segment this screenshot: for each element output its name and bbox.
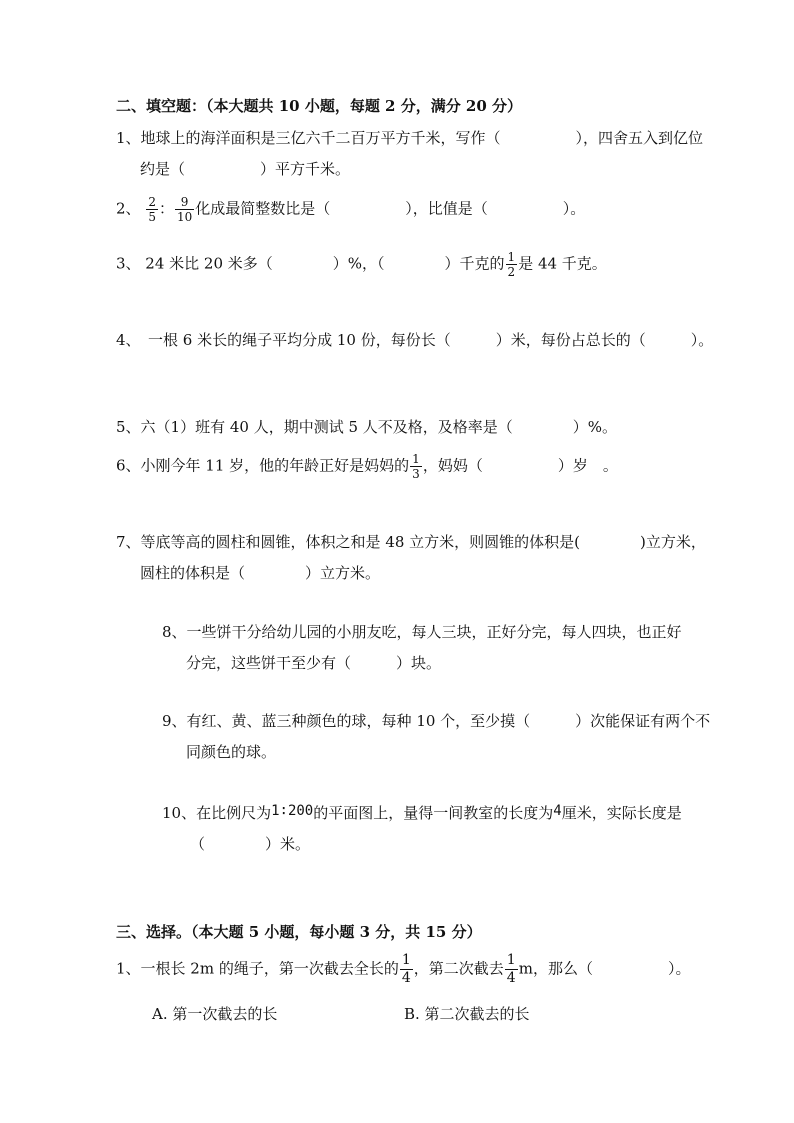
question-1-line-2: 约是（ ）平方千米。 [140, 160, 351, 178]
question-10-text-a: 10、在比例尺为 [162, 804, 272, 822]
question-5: 5、六（1）班有 40 人，期中测试 5 人不及格，及格率是（ ）%。 [116, 418, 618, 436]
question-6-text-a: 6、小刚今年 11 岁，他的年龄正好是妈妈的 [116, 456, 410, 475]
fraction-denominator: 2 [507, 265, 516, 279]
question-2-fraction-2 [175, 195, 194, 224]
question-10-text-c: 厘米，实际长度是 [561, 804, 682, 822]
fraction-numerator: 1 [506, 952, 516, 968]
question-7-line-2: 圆柱的体积是（ ）立方米。 [140, 564, 381, 582]
choice-question-1-fraction-2 [505, 952, 518, 987]
fraction-denominator: 4 [401, 970, 411, 986]
fraction-numerator: 1 [401, 952, 411, 968]
choice-question-1-text-a: 1、一根长 2m 的绳子，第一次截去全长的 [116, 959, 399, 978]
question-10-number: 4 [553, 803, 562, 819]
question-3-fraction [506, 250, 518, 279]
choice-question-1-fraction-1 [400, 952, 413, 987]
question-1-line-1: 1、地球上的海洋面积是三亿六千二百万平方千米，写作（ ），四舍五入到亿位 [116, 129, 704, 147]
question-9-line-2: 同颜色的球。 [186, 743, 277, 761]
fraction-numerator: 1 [412, 452, 420, 466]
choice-question-1 [116, 952, 690, 1002]
question-2 [116, 195, 585, 245]
question-10-text-b: 的平面图上，量得一间教室的长度为 [313, 804, 554, 822]
question-8-line-2: 分完，这些饼干至少有（ ）块。 [186, 654, 442, 672]
section3-heading: 三、选择。（本大题 5 小题，每小题 3 分，共 15 分） [116, 923, 482, 941]
choice-question-1-text-c: m，那么（ ）。 [518, 959, 691, 978]
question-8-line-1: 8、一些饼干分给幼儿园的小朋友吃，每人三块，正好分完，每人四块，也正好 [162, 623, 682, 641]
choice-option-b: B. 第二次截去的长 [404, 1005, 530, 1023]
choice-option-a: A. 第一次截去的长 [152, 1005, 278, 1023]
question-2-text: 化成最简整数比是（ ），比值是（ ）。 [195, 199, 586, 218]
fraction-denominator: 4 [506, 970, 516, 986]
fraction-denominator: 3 [412, 467, 420, 481]
question-2-colon: ： [158, 199, 174, 218]
question-10-line-1 [162, 803, 682, 824]
question-10-line-2: （ ）米。 [190, 835, 311, 853]
question-6-text-b: ，妈妈（ ）岁 。 [422, 456, 618, 475]
question-6-fraction [410, 452, 422, 481]
question-2-fraction-1 [146, 195, 158, 224]
question-7-line-1: 7、等底等高的圆柱和圆锥，体积之和是 48 立方米，则圆锥的体积是( )立方米， [116, 533, 706, 551]
section2-heading: 二、填空题：（本大题共 10 小题，每题 2 分，满分 20 分） [116, 97, 523, 115]
fraction-denominator: 5 [148, 210, 156, 224]
question-6 [116, 452, 618, 502]
fraction-numerator: 2 [148, 195, 156, 209]
question-9-line-1: 9、有红、黄、蓝三种颜色的球，每种 10 个，至少摸（ ）次能保证有两个不 [162, 712, 711, 730]
question-3-text-b: 是 44 千克。 [518, 254, 607, 273]
choice-question-1-text-b: ，第二次截去 [413, 959, 504, 978]
fraction-denominator: 10 [176, 210, 193, 224]
fraction-numerator: 9 [180, 195, 189, 209]
question-4: 4、 一根 6 米长的绳子平均分成 10 份，每份长（ ）米，每份占总长的（ ）。 [116, 331, 714, 349]
question-10-ratio: 1∶200 [271, 803, 314, 819]
question-3-text-a: 3、 24 米比 20 米多（ ）%，（ ）千克的 [116, 254, 505, 273]
question-3 [116, 250, 607, 300]
fraction-numerator: 1 [507, 250, 516, 264]
question-2-prefix: 2、 [116, 199, 141, 218]
